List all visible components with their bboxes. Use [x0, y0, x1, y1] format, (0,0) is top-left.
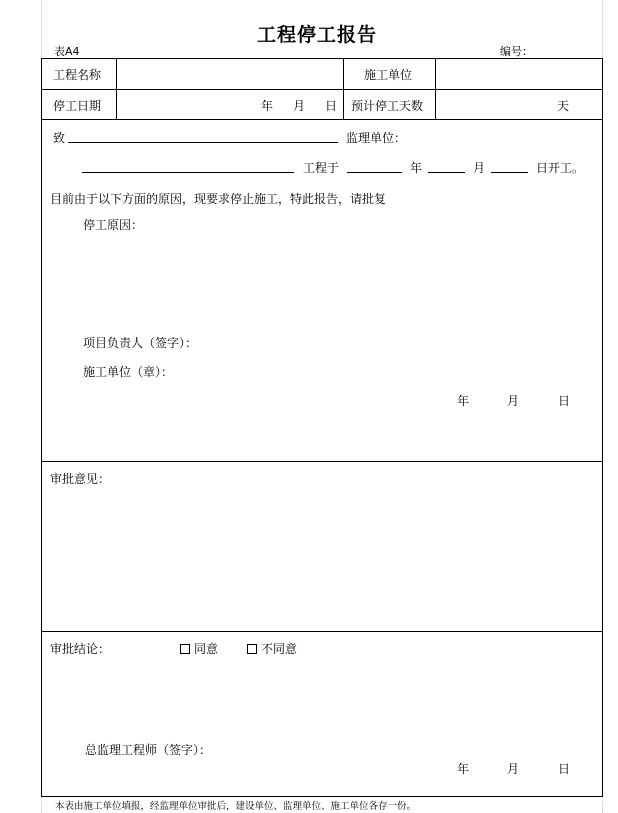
contractor-seal-label: 施工单位（章）： — [83, 365, 174, 379]
disagree-checkbox[interactable] — [247, 644, 257, 654]
expected-days-label: 预计停工天数 — [351, 99, 424, 113]
stop-reason-label: 停工原因： — [83, 218, 144, 232]
project-name-blank[interactable] — [82, 172, 294, 173]
table-border-bottom — [41, 796, 603, 797]
started-text: 日开工。 — [536, 161, 585, 175]
table-row-divider-2 — [41, 119, 603, 120]
conclusion-date-year: 年 — [457, 762, 470, 776]
agree-text: 同意 — [194, 642, 219, 656]
agree-option[interactable] — [180, 640, 218, 657]
review-opinion-field[interactable] — [50, 490, 595, 625]
to-label: 致 — [53, 131, 66, 145]
start-day-blank[interactable] — [491, 172, 528, 173]
conclusion-date-day: 日 — [558, 762, 571, 776]
stop-date-year: 年 — [261, 99, 274, 113]
start-month-text: 月 — [473, 161, 486, 175]
stop-date-month: 月 — [293, 99, 306, 113]
supervision-label: 监理单位： — [346, 131, 407, 145]
table-col-divider-3 — [435, 58, 436, 120]
days-unit: 天 — [557, 99, 570, 113]
project-name-field[interactable] — [118, 60, 341, 88]
report-date-month: 月 — [507, 394, 520, 408]
stop-date-field[interactable] — [118, 91, 341, 118]
report-date-day: 日 — [558, 394, 571, 408]
agree-checkbox[interactable] — [180, 644, 190, 654]
footer-note: 本表由施工单位填报，经监理单位审批后，建设单位、监理单位、施工单位各存一份。 — [55, 801, 417, 812]
section-divider-review — [41, 461, 603, 462]
form-number-label: 编号： — [500, 45, 533, 58]
report-intro: 目前由于以下方面的原因，现要求停止施工，特此报告，请批复 — [50, 192, 387, 206]
conclusion-date-month: 月 — [507, 762, 520, 776]
disagree-option[interactable] — [247, 640, 297, 657]
form-code: 表A4 — [54, 45, 80, 58]
stop-date-day: 日 — [325, 99, 338, 113]
review-opinion-label: 审批意见： — [50, 472, 111, 486]
disagree-text: 不同意 — [261, 642, 298, 656]
table-border-right — [602, 58, 603, 797]
conclusion-label: 审批结论： — [50, 642, 111, 656]
stop-reason-field[interactable] — [83, 236, 593, 326]
start-year-blank[interactable] — [347, 172, 402, 173]
table-col-divider-2 — [343, 58, 344, 120]
table-border-top — [41, 58, 603, 59]
table-border-left — [41, 58, 42, 797]
manager-sign-label: 项目负责人（签字）： — [83, 336, 198, 350]
report-date-year: 年 — [457, 394, 470, 408]
table-row-divider-1 — [41, 89, 603, 90]
start-month-blank[interactable] — [428, 172, 465, 173]
project-at-text: 工程于 — [303, 161, 340, 175]
start-year-text: 年 — [410, 161, 423, 175]
stop-date-label: 停工日期 — [53, 99, 102, 113]
form-title: 工程停工报告 — [257, 24, 378, 46]
project-name-label: 工程名称 — [53, 68, 102, 82]
to-supervision-blank[interactable] — [68, 142, 338, 143]
contractor-label: 施工单位 — [364, 68, 413, 82]
section-divider-conclusion — [41, 631, 603, 632]
chief-engineer-sign-label: 总监理工程师（签字）： — [85, 743, 212, 757]
table-col-divider-1 — [116, 58, 117, 120]
contractor-field[interactable] — [437, 60, 600, 88]
expected-days-field[interactable] — [437, 91, 600, 118]
